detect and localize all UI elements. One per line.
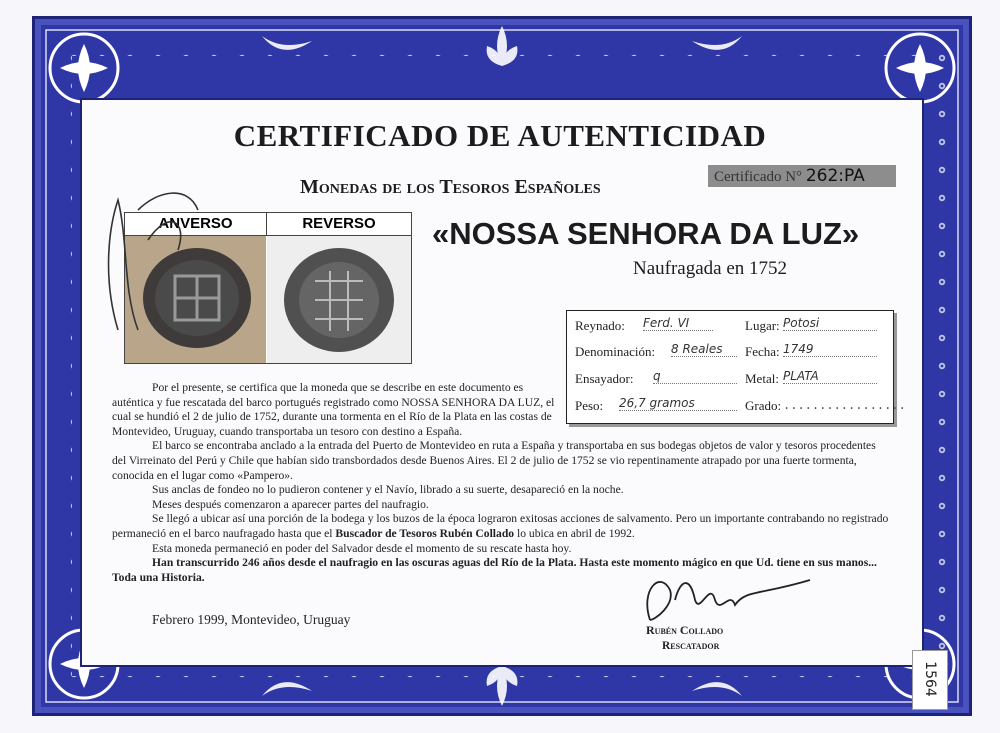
treasure-hunter-name: Buscador de Tesoros Rubén Collado (335, 526, 515, 540)
place-label: Lugar: (745, 318, 780, 333)
sunk-year-line: Naufragada en 1752 (633, 258, 788, 279)
denomination-value: 8 Reales (671, 342, 737, 357)
signer-title: Rescatador (662, 640, 720, 652)
reverse-label: REVERSO (267, 213, 411, 236)
body-paragraph-6: Esta moneda permaneció en poder del Salvador desde el momento de su rescate hasta hoy. (152, 541, 572, 555)
weight-label: Peso: (575, 398, 604, 413)
certificate-body (112, 381, 906, 585)
body-paragraph-1: Por el presente, se certifica que la moneda que se describe en este documento es auténtica y fue rescatada del barco portugués registrado como NOSSA SENHORA DA LUZ, el cual se hundió el 2 de julio de 1752, durante una tormenta en el Río de la Plata en las costas de Montevideo, Uruguay, cuando transportaba un tesoro con destino a España. (112, 381, 555, 438)
obverse-label: ANVERSO (125, 213, 267, 236)
body-paragraph-7: Han transcurrido 246 años desde el naufragio en las oscuras aguas del Río de la Plata. Hasta este momento mágico en que Ud. tiene en sus manos... Toda una Historia. (112, 556, 877, 584)
body-paragraph-5-start: Se llegó a ubicar así una porción de la bodega y los buzos de la época lograron exitosas acciones de salvamento. Pero un importante contrabando no registrado permaneció en el barco naufragado hasta que el (112, 512, 889, 540)
reign-value: Ferd. VI (643, 316, 713, 331)
body-paragraph-2: El barco se encontraba anclado a la entrada del Puerto de Montevideo en ruta a España y transportaba en sus bodegas objetos de valor y tesoros procedentes del Virreinato del Perú y Chile que habían sido transbordados desde Buenos Aires. El 2 de julio de 1752 se vio repentinamente atrapado por una fuerte tormenta, conocida en el lugar como «Pampero». (112, 439, 876, 482)
reign-label: Reynado: (575, 318, 625, 333)
place-value: Potosi (783, 316, 877, 331)
handwritten-initials (98, 180, 208, 350)
body-paragraph-4: Meses después comenzaron a aparecer partes del naufragio. (152, 497, 429, 511)
sticker-note: 1564 (922, 661, 938, 697)
metal-label: Metal: (745, 371, 779, 386)
assayer-label: Ensayador: (575, 371, 634, 386)
date-place-line: Febrero 1999, Montevideo, Uruguay (152, 612, 351, 627)
date-label: Fecha: (745, 344, 780, 359)
body-paragraph-5-end: lo ubica en abril de 1992. (514, 526, 635, 540)
signer-name: Rubén Collado (646, 623, 724, 637)
grade-value: ................. (783, 398, 906, 412)
body-paragraph-3: Sus anclas de fondeo no lo pudieron contener y el Navío, librado a su suerte, desapareció en la noche. (152, 483, 624, 497)
date-value: 1749 (783, 342, 877, 357)
certificate-subtitle: Monedas de los Tesoros Españoles (300, 176, 601, 198)
certificate-number: 262 (805, 166, 839, 186)
weight-value: 26,7 gramos (619, 396, 737, 411)
certificate-number-label: Certificado N° (714, 169, 803, 185)
certificate-number-box: Certificado N° 262:PA (708, 165, 896, 187)
body-paragraph-5 (112, 512, 892, 541)
grade-label: Grado: (745, 398, 782, 413)
ship-name: «NOSSA SENHORA DA LUZ» (432, 216, 860, 251)
certificate-title: CERTIFICADO DE AUTENTICIDAD (233, 118, 767, 153)
handwritten-sticker (912, 650, 948, 710)
assayer-value: q (653, 369, 737, 384)
certificate-number-suffix: PA (844, 166, 865, 186)
metal-value: PLATA (783, 369, 877, 384)
denomination-label: Denominación: (575, 344, 656, 359)
